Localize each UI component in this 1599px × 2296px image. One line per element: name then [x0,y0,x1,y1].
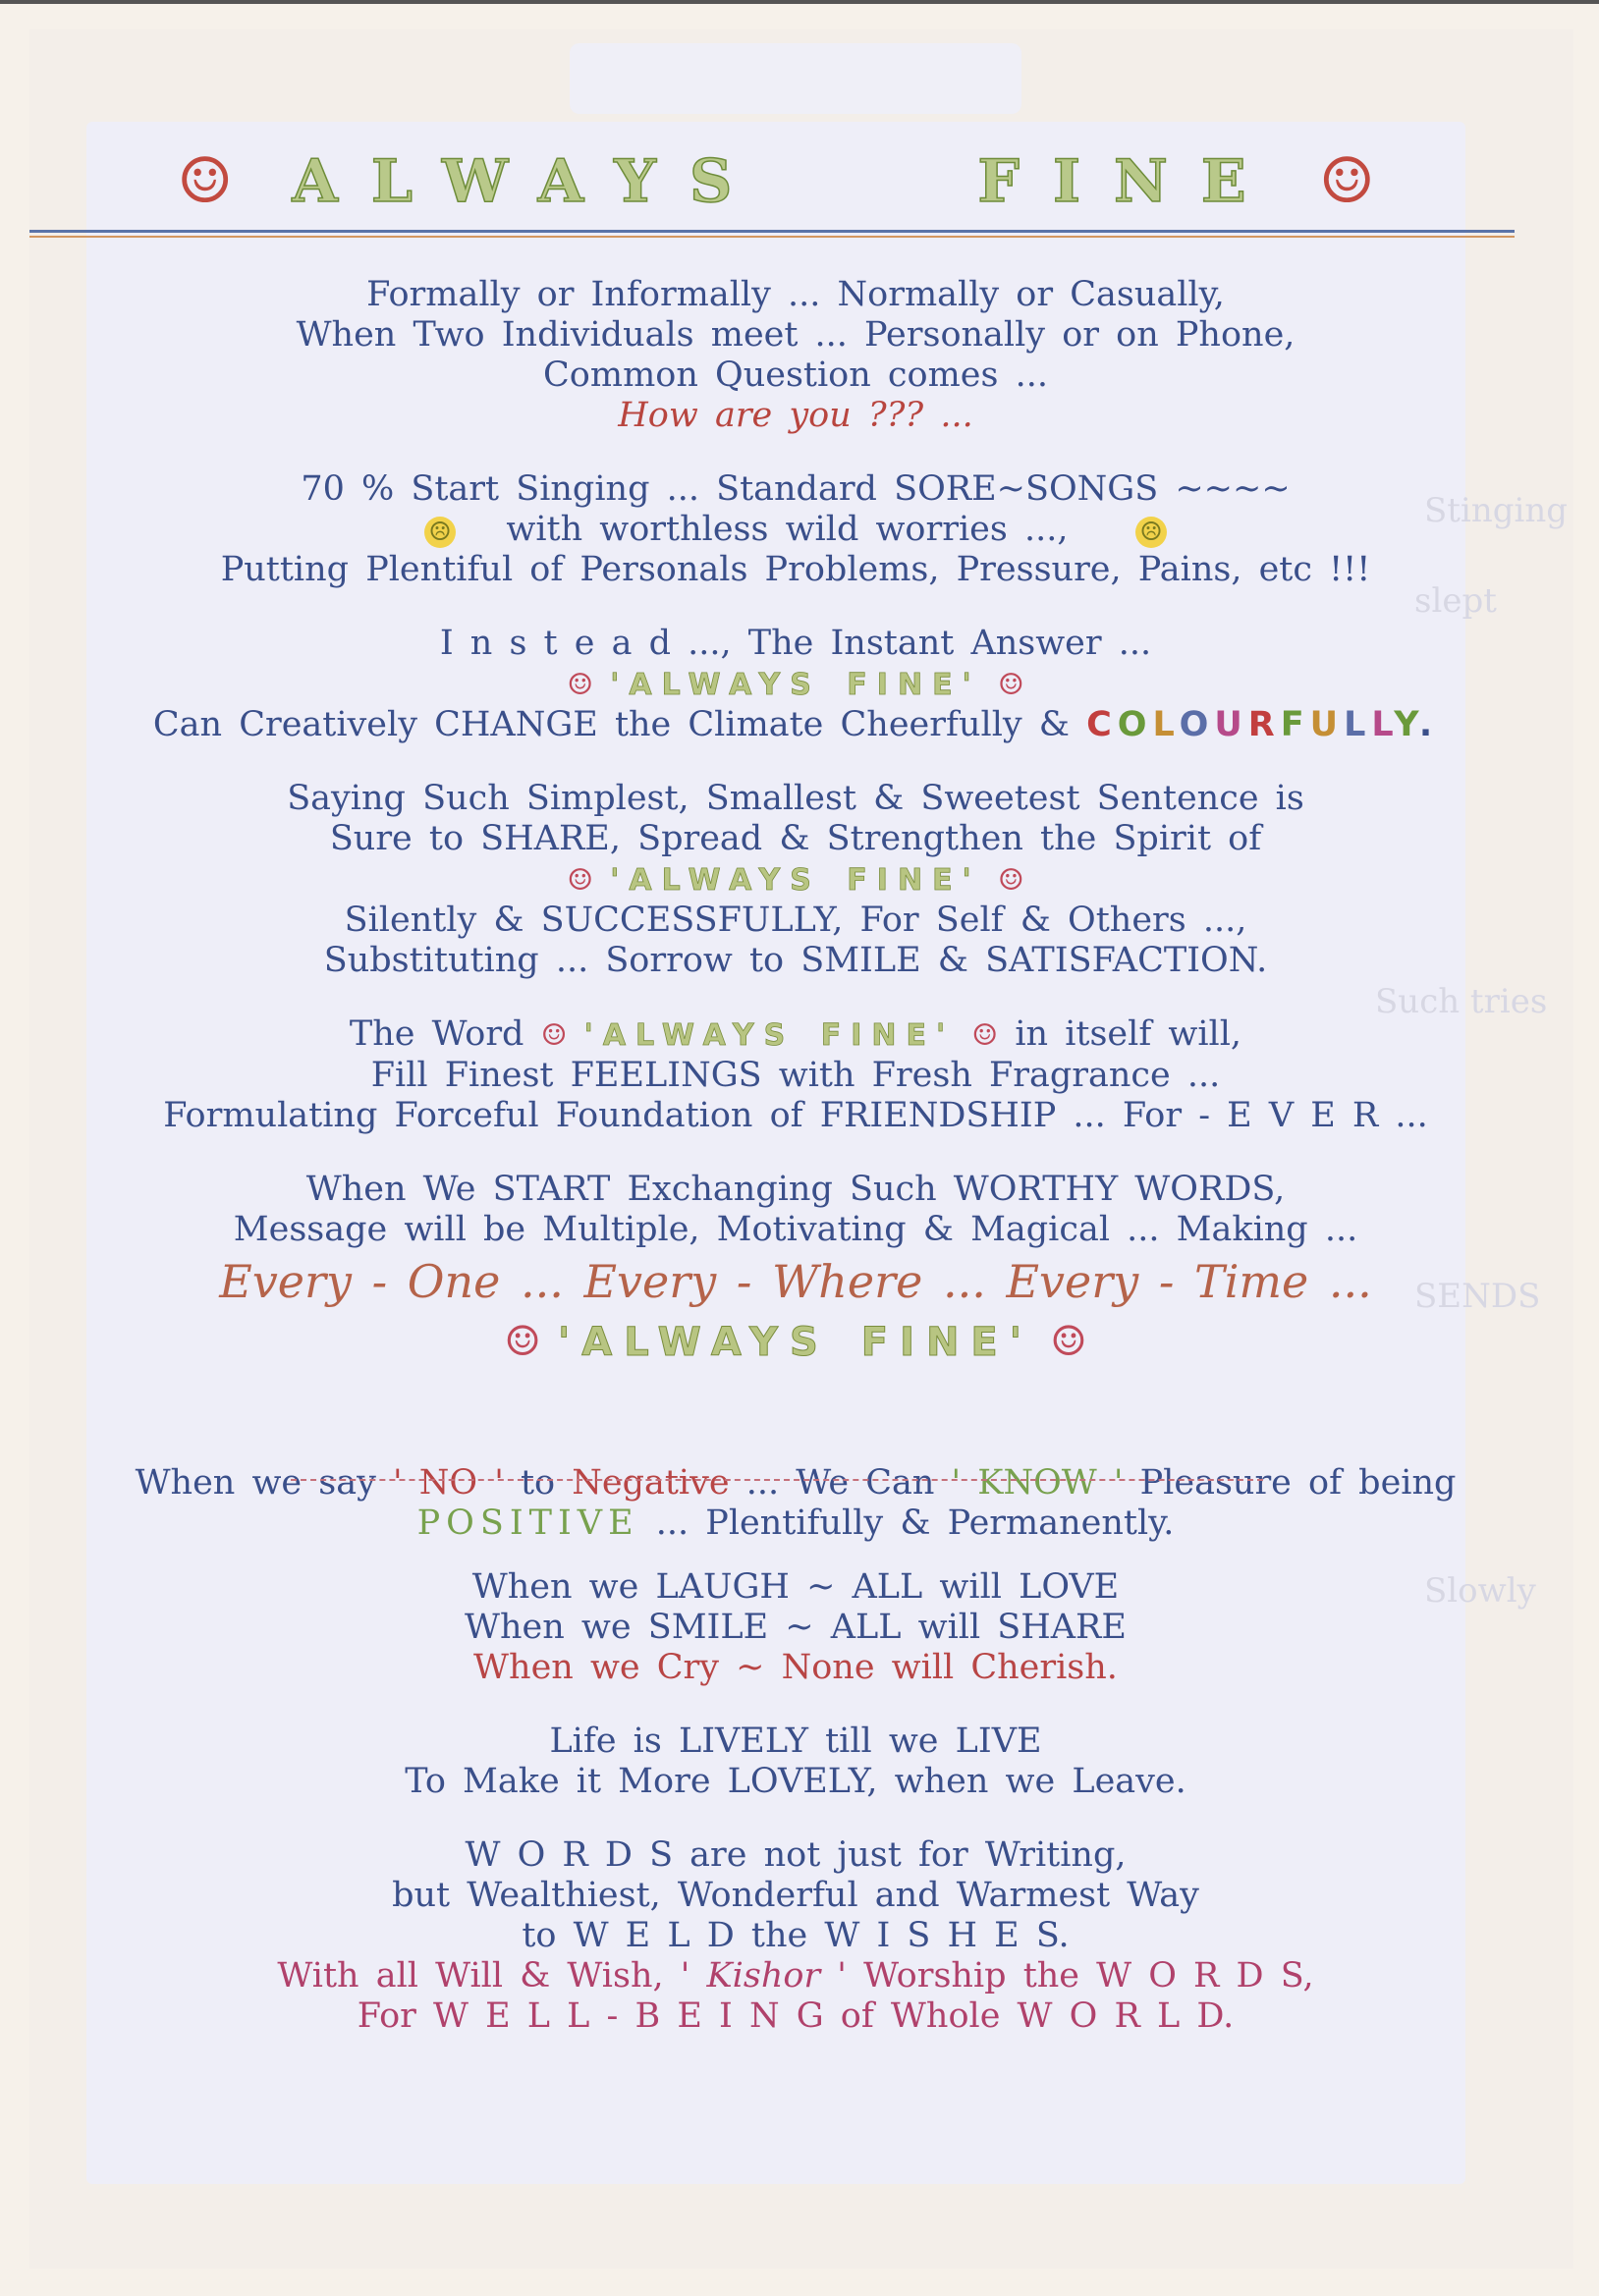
ghost-text: Stinging [1424,491,1569,530]
poem-line: Sure to SHARE, Spread & Strengthen the Spirit of [329,819,1262,858]
poem-line-text: When we say [135,1463,376,1503]
poem-line-text: ... We Can [745,1463,935,1503]
faded-card-tab [570,43,1021,114]
poem-line [29,1503,1562,1544]
poem-line: When Two Individuals meet ... Personally or on Phone, [296,315,1296,355]
poem-line: Message will be Multiple, Motivating & Magical ... Making ... [233,1210,1358,1249]
poem-line: but Wealthiest, Wonderful and Warmest Way [392,1876,1199,1915]
poem-line: When we LAUGH ~ ALL will LOVE [471,1567,1120,1607]
colourfully-letter: O [1179,705,1215,744]
poem-line: Putting Plentiful of Personals Problems, Pressure, Pains, etc !!! [220,550,1371,589]
no-word: ' NO ' [393,1463,504,1503]
poem-line-text: ... Plentifully & Permanently. [655,1503,1175,1543]
poem-line-text: The Word [349,1014,524,1054]
poem-line: Fill Finest FEELINGS with Fresh Fragrance ... [370,1056,1221,1095]
smiley-icon: ☺ [540,1018,568,1053]
colourfully-letter: O [1117,705,1153,744]
colourfully-letter: F [1280,705,1310,744]
poem-line-text: with worthless wild worries ..., [506,510,1069,549]
colourfully-letter: Y [1394,705,1419,744]
poem-line-text: to [520,1463,556,1503]
poem-line [29,1014,1562,1056]
title-word-fine: FINE [977,147,1280,216]
ghost-text: Such tries [1375,982,1548,1021]
poem-line-text: Can Creatively CHANGE the Climate Cheerfully & [152,705,1070,744]
ghost-text: slept [1414,581,1497,621]
colourfully-letter: L [1344,705,1372,744]
every-one-phrase: Every - One ... Every - Where ... Every - Time ... [219,1255,1372,1308]
colourfully-letter: C [1086,705,1118,744]
ghost-text: Slowly [1424,1571,1536,1611]
smiley-icon: ☺ [997,668,1024,702]
always-fine-text: 'ALWAYS FINE' [583,1018,956,1053]
poem-line: When we SMILE ~ ALL will SHARE [465,1608,1127,1647]
poem-question: How are you ??? ... [618,396,973,435]
colourfully-letter: U [1309,705,1345,744]
poem-line: Silently & SUCCESSFULLY, For Self & Others ..., [344,901,1247,940]
colourfully-letter: L [1152,705,1180,744]
poem-line: To Make it More LOVELY, when we Leave. [405,1762,1186,1801]
author-name: ' Kishor ' [680,1956,847,1995]
always-fine-text: 'ALWAYS FINE' [610,668,981,702]
page-title [29,137,1522,226]
poem-line [29,705,1562,745]
ghost-text: SENDS [1414,1277,1541,1316]
title-word-always: ALWAYS [292,147,766,216]
poem-line [29,510,1562,550]
poem-line: Common Question comes ... [543,355,1048,395]
smiley-icon: ☺ [1318,145,1375,218]
poem-line: Substituting ... Sorrow to SMILE & SATISFACTION. [323,941,1268,980]
smiley-icon: ☺ [997,863,1024,898]
poem-line-text: With all Will & Wish, [277,1956,664,1995]
always-fine-phrase [29,1313,1562,1373]
know-word: ' KNOW ' [951,1463,1124,1503]
always-fine-text: 'ALWAYS FINE' [610,863,981,898]
poem-line-closing [29,1956,1562,1996]
poem-body [29,275,1562,2037]
colourfully-letter: L [1371,705,1395,744]
poem-line: to W E L D the W I S H E S. [522,1916,1070,1955]
sad-face-icon: ☹ [1135,517,1167,548]
smiley-icon: ☺ [177,145,234,218]
sad-face-icon: ☹ [424,517,456,548]
top-border [0,0,1599,4]
colourfully-letter: R [1247,705,1281,744]
smiley-icon: ☺ [567,863,594,898]
positive-word: POSITIVE [416,1503,639,1543]
poem-line-text: Pleasure of being [1139,1463,1457,1503]
colourfully-letter: U [1214,705,1248,744]
poem-line: W O R D S are not just for Writing, [465,1835,1127,1875]
title-underline-orange [29,236,1515,238]
poem-line: Formally or Informally ... Normally or Casually, [366,275,1225,314]
poem-line [29,1463,1562,1503]
section-divider [291,1479,1263,1481]
smiley-icon: ☺ [971,1018,999,1053]
poem-line: Life is LIVELY till we LIVE [549,1722,1042,1761]
smiley-icon: ☺ [1050,1317,1087,1365]
always-fine-phrase [29,664,1562,705]
poem-line: Formulating Forceful Foundation of FRIENDSHIP ... For - E V E R ... [163,1096,1428,1135]
poem-line-text: Worship the W O R D S, [863,1956,1314,1995]
poem-line-text: in itself will, [1015,1014,1242,1054]
colourfully-letter: . [1418,705,1439,744]
always-fine-text: 'ALWAYS FINE' [558,1320,1033,1365]
poem-line: Saying Such Simplest, Smallest & Sweetest Sentence is [287,779,1304,818]
poem-line-closing: For W E L L - B E I N G of Whole W O R L D. [357,1996,1235,2036]
colourfully-word [1086,705,1438,744]
smiley-icon: ☺ [504,1317,541,1365]
title-underline-blue [29,230,1515,233]
always-fine-phrase [29,859,1562,901]
poem-line: When We START Exchanging Such WORTHY WORDS, [305,1170,1286,1209]
poem-line: 70 % Start Singing ... Standard SORE~SONGS ~~~~ [301,469,1291,509]
poem-line-cry: When we Cry ~ None will Cherish. [473,1648,1118,1687]
smiley-icon: ☺ [567,668,594,702]
poem-line: I n s t e a d ..., The Instant Answer ... [439,624,1152,663]
negative-word: Negative [572,1463,730,1503]
